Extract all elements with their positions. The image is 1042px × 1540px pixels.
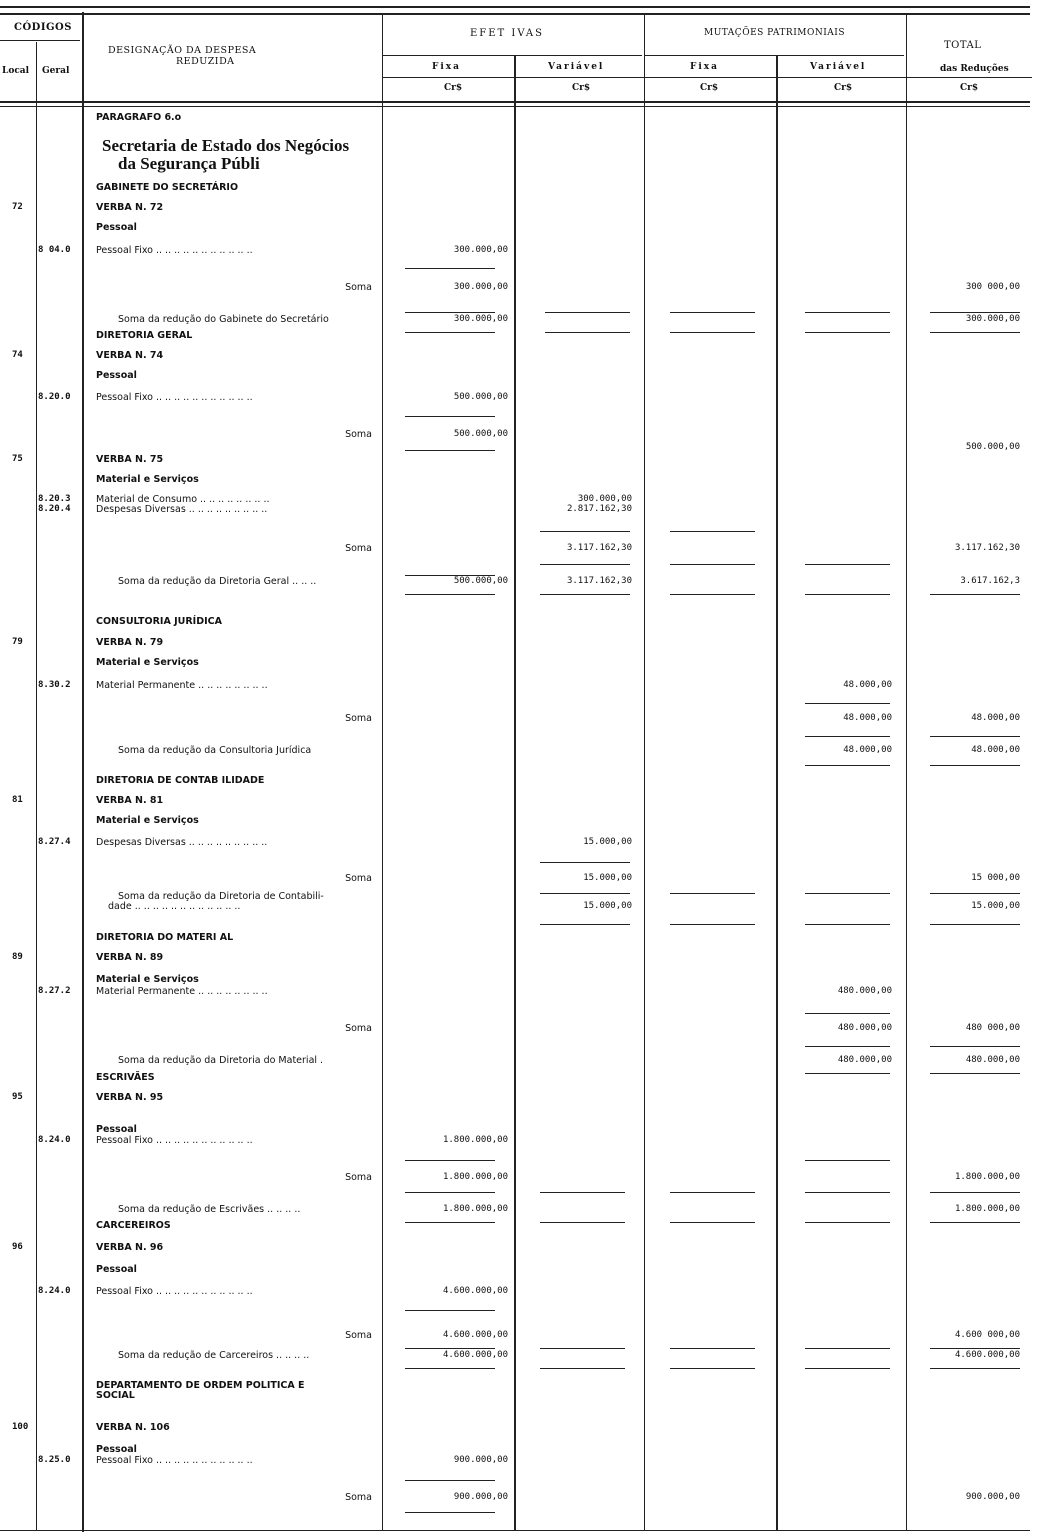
mutacoes-underline [644,55,904,56]
value-mvar: 480.000,00 [837,986,892,996]
rule [930,1368,1020,1369]
header-variavel-efetivas: Variável [548,62,605,72]
rule [540,924,630,925]
code-geral: 8.25.0 [38,1455,71,1465]
value-total: 1.800.000,00 [954,1204,1020,1214]
row-description: Soma da redução da Diretoria Geral .. .. .. [118,576,317,587]
soma-label: Soma [345,543,372,554]
rule [805,594,890,595]
rule [540,893,630,894]
header-das-reducoes: das Reduções [940,64,1009,74]
rule [540,1192,625,1193]
row-description: DEPARTAMENTO DE ORDEM POLITICA E [96,1380,305,1391]
rule [540,1368,625,1369]
rule [930,594,1020,595]
rule [405,450,495,451]
row-description: Soma da redução do Gabinete do Secretário [118,314,329,325]
rule [805,893,890,894]
code-geral: 8.20.4 [38,504,71,514]
code-local: 79 [12,637,23,647]
code-local: 95 [12,1092,23,1102]
row-description: SOCIAL [96,1390,135,1401]
value-mvar: 48.000,00 [843,745,892,755]
rule [805,332,890,333]
rule [670,893,755,894]
rule [670,924,755,925]
code-local: 89 [12,952,23,962]
row-description: VERBA N. 89 [96,952,164,963]
col-local-sep [36,42,37,1530]
rule [405,1310,495,1311]
row-description: VERBA N. 96 [96,1242,164,1253]
code-geral: 8.27.2 [38,986,71,996]
row-description: Material e Serviços [96,974,199,985]
code-local: 100 [12,1422,29,1432]
value-var: 3.117.162,30 [566,543,632,553]
value-total: 15.000,00 [971,901,1020,911]
value-fixa: 900.000,00 [453,1492,508,1502]
value-mvar: 480.000,00 [837,1055,892,1065]
row-description: Soma da redução da Diretoria de Contabili- [118,891,324,902]
rule [670,564,755,565]
rule [670,1192,755,1193]
row-description: VERBA N. 79 [96,637,164,648]
code-geral: 8.20.3 [38,494,71,504]
efetivas-underline [382,55,642,56]
row-description: CARCEREIROS [96,1220,171,1231]
code-local: 74 [12,350,23,360]
row-description: Material e Serviços [96,657,199,668]
row-description: Material Permanente .. .. .. .. .. .. .. .. [96,680,268,691]
rule [805,312,890,313]
value-total: 480.000,00 [965,1055,1020,1065]
rule [670,1222,755,1223]
col-mutacoes-mid [776,56,778,1530]
row-description: Soma da redução de Carcereiros .. .. .. .. [118,1350,310,1361]
rule [930,1073,1020,1074]
value-fixa: 1.800.000,00 [442,1204,508,1214]
code-local: 75 [12,454,23,464]
header-efetivas: EFET IVAS [470,28,544,39]
value-fixa: 300.000,00 [453,314,508,324]
section-title: Secretaria de Estado dos Negócios [102,136,350,155]
value-total: 15 000,00 [971,873,1020,883]
value-var: 300.000,00 [577,494,632,504]
row-description: Soma da redução de Escrivães .. .. .. .. [118,1204,301,1215]
header-cr-1: Cr$ [444,83,463,93]
codigos-underline [0,40,80,41]
rule [670,594,755,595]
code-geral: 8.30.2 [38,680,71,690]
value-total: 300.000,00 [965,314,1020,324]
value-total: 3.617.162,3 [960,576,1020,586]
code-geral: 8.20.0 [38,392,71,402]
soma-label: Soma [345,1330,372,1341]
rule [405,575,495,576]
row-description: Pessoal Fixo .. .. .. .. .. .. .. .. .. .. .. [96,1286,253,1297]
rule [930,332,1020,333]
code-local: 72 [12,202,23,212]
row-description: VERBA N. 81 [96,795,164,806]
row-description: VERBA N. 106 [96,1422,170,1433]
value-fixa: 4.600.000,00 [442,1350,508,1360]
value-fixa: 500.000,00 [453,392,508,402]
header-cr-3: Cr$ [700,83,719,93]
value-var: 15.000,00 [583,873,632,883]
row-description: Pessoal [96,1444,137,1455]
row-description: DIRETORIA DE CONTAB ILIDADE [96,775,265,786]
rule [805,703,890,704]
value-total: 500.000,00 [965,442,1020,452]
value-total: 1.800.000,00 [954,1172,1020,1182]
row-description: Pessoal [96,222,137,233]
rule [805,564,890,565]
sub-header-line [382,77,1032,78]
section-title: da Segurança Públi [118,154,260,173]
row-description: Pessoal [96,370,137,381]
value-total: 4.600.000,00 [954,1350,1020,1360]
row-description: VERBA N. 74 [96,350,164,361]
rule [930,893,1020,894]
value-total: 900.000,00 [965,1492,1020,1502]
rule [545,332,630,333]
row-description: Despesas Diversas .. .. .. .. .. .. .. .. .. [96,837,268,848]
rule [805,1222,890,1223]
col-codigos-sep [82,12,84,1532]
soma-label: Soma [345,429,372,440]
code-geral: 8 04.0 [38,245,71,255]
row-description: GABINETE DO SECRETÁRIO [96,182,239,193]
value-var: 15.000,00 [583,901,632,911]
rule [930,765,1020,766]
rule [670,312,755,313]
header-cr-5: Cr$ [960,83,979,93]
value-fixa: 500.000,00 [453,429,508,439]
header-fixa-mutacoes: Fixa [690,62,720,72]
header-geral: Geral [42,66,70,76]
row-description: Pessoal Fixo .. .. .. .. .. .. .. .. .. .. .. [96,1135,253,1146]
row-description: Material e Serviços [96,815,199,826]
col-designacao-sep [382,14,383,1530]
value-total: 300 000,00 [965,282,1020,292]
rule [930,1222,1020,1223]
rule [405,1160,495,1161]
rule [540,1222,625,1223]
code-geral: 8.24.0 [38,1286,71,1296]
rule [805,736,890,737]
rule [805,1368,890,1369]
rule [805,1348,890,1349]
header-cr-4: Cr$ [834,83,853,93]
header-fixa-efetivas: Fixa [432,62,462,72]
row-description: ESCRIVÃES [96,1072,155,1083]
rule [405,1192,495,1193]
row-description: VERBA N. 72 [96,202,164,213]
row-description: dade .. .. .. .. .. .. .. .. .. .. .. .. [108,901,241,912]
rule [540,1348,625,1349]
value-fixa: 500.000,00 [453,576,508,586]
row-description: Material de Consumo .. .. .. .. .. .. .. .. [96,494,270,505]
rule [405,1512,495,1513]
header-designacao: DESIGNAÇÃO DA DESPESA [108,45,257,56]
bottom-border [0,1530,1030,1531]
code-local: 96 [12,1242,23,1252]
rule [670,531,755,532]
value-total: 4.600 000,00 [954,1330,1020,1340]
value-total: 3.117.162,30 [954,543,1020,553]
row-description: DIRETORIA GERAL [96,330,193,341]
value-fixa: 300.000,00 [453,245,508,255]
rule [670,1348,755,1349]
header-cr-2: Cr$ [572,83,591,93]
row-description: Pessoal [96,1124,137,1135]
rule [930,1348,1020,1349]
top-border [0,6,1030,8]
rule [930,1046,1020,1047]
rule [405,1480,495,1481]
rule [805,765,890,766]
soma-label: Soma [345,1023,372,1034]
rule [405,1348,495,1349]
row-description: Pessoal [96,1264,137,1275]
rule [930,924,1020,925]
rule [805,1192,890,1193]
value-var: 2.817.162,30 [566,504,632,514]
rule [670,332,755,333]
header-total: TOTAL [944,40,982,51]
value-fixa: 300.000,00 [453,282,508,292]
rule [805,1013,890,1014]
rule [930,312,1020,313]
rule [405,1222,495,1223]
row-description: Soma da redução da Consultoria Jurídica [118,745,312,756]
rule [805,1073,890,1074]
top-border-2 [0,13,1030,15]
value-mvar: 48.000,00 [843,713,892,723]
rule [405,312,495,313]
value-fixa: 4.600.000,00 [442,1330,508,1340]
row-description: Pessoal Fixo .. .. .. .. .. .. .. .. .. .. .. [96,392,253,403]
code-geral: 8.27.4 [38,837,71,847]
soma-label: Soma [345,1172,372,1183]
soma-label: Soma [345,873,372,884]
rule [540,564,630,565]
header-mutacoes: MUTAÇÕES PATRIMONIAIS [704,28,845,38]
value-fixa: 4.600.000,00 [442,1286,508,1296]
header-codigos: CÓDIGOS [14,22,72,33]
rule [405,416,495,417]
rule [670,1368,755,1369]
soma-label: Soma [345,713,372,724]
code-local: 81 [12,795,23,805]
rule [540,531,630,532]
value-total: 48.000,00 [971,713,1020,723]
row-description: PARAGRAFO 6.o [96,112,182,123]
value-fixa: 1.800.000,00 [442,1172,508,1182]
rule [930,736,1020,737]
header-local: Local [2,66,30,76]
value-fixa: 900.000,00 [453,1455,508,1465]
row-description: Material Permanente .. .. .. .. .. .. .. .. [96,986,268,997]
row-description: VERBA N. 75 [96,454,164,465]
rule [930,1192,1020,1193]
row-description: DIRETORIA DO MATERI AL [96,932,234,943]
value-mvar: 48.000,00 [843,680,892,690]
header-reduzida: REDUZIDA [176,56,235,67]
row-description: Material e Serviços [96,474,199,485]
row-description: VERBA N. 95 [96,1092,164,1103]
rule [540,594,630,595]
row-description: Soma da redução da Diretoria do Material . [118,1055,324,1066]
col-efetivas-mid [514,56,516,1530]
rule [805,924,890,925]
value-mvar: 480.000,00 [837,1023,892,1033]
col-efetivas-sep [644,14,645,1530]
rule [405,594,495,595]
rule [540,862,630,863]
row-description: CONSULTORIA JURÍDICA [96,616,222,627]
row-description: Pessoal Fixo .. .. .. .. .. .. .. .. .. .. .. [96,1455,253,1466]
rule [405,268,495,269]
rule [405,1368,495,1369]
value-total: 48.000,00 [971,745,1020,755]
header-variavel-mutacoes: Variável [810,62,867,72]
soma-label: Soma [345,282,372,293]
value-var: 3.117.162,30 [566,576,632,586]
row-description: Despesas Diversas .. .. .. .. .. .. .. .. .. [96,504,268,515]
value-var: 15.000,00 [583,837,632,847]
rule [545,312,630,313]
rule [805,1046,890,1047]
rule [405,332,495,333]
soma-label: Soma [345,1492,372,1503]
value-total: 480 000,00 [965,1023,1020,1033]
code-geral: 8.24.0 [38,1135,71,1145]
rule [805,1160,890,1161]
col-mutacoes-sep [906,14,907,1530]
value-fixa: 1.800.000,00 [442,1135,508,1145]
row-description: Pessoal Fixo .. .. .. .. .. .. .. .. .. .. .. [96,245,253,256]
